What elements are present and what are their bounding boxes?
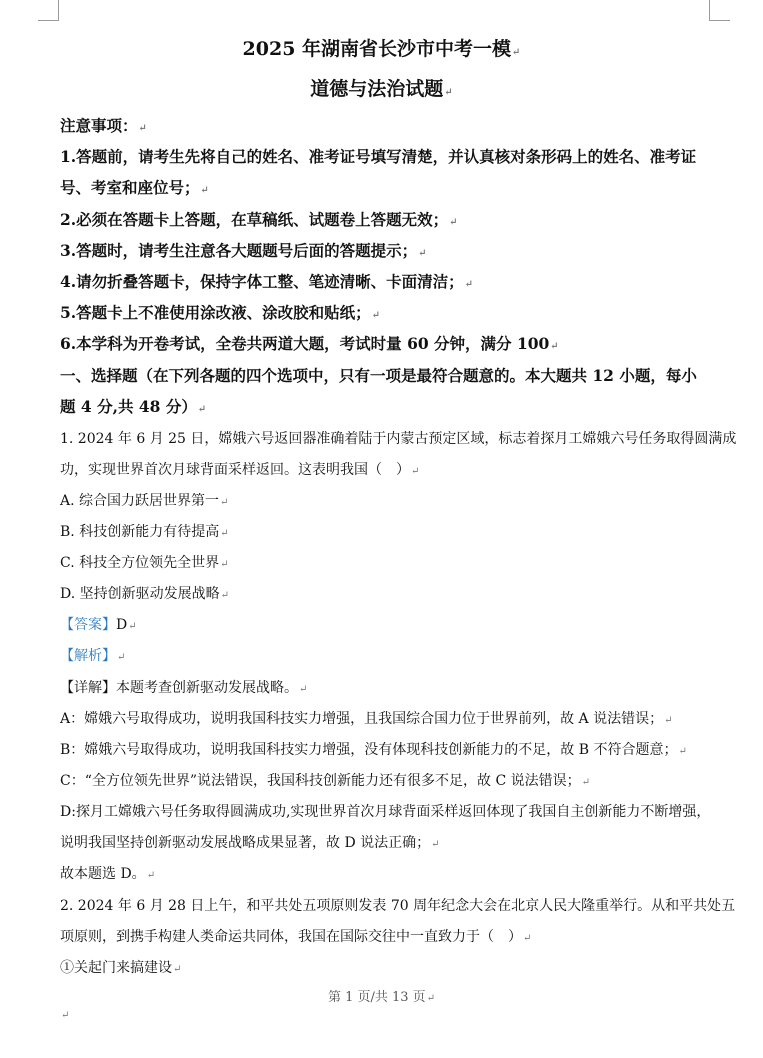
conclusion: 故本题选 D。↵ bbox=[60, 866, 156, 882]
crop-mark-top-left bbox=[38, 0, 59, 21]
explanation-a: A：嫦娥六号取得成功，说明我国科技实力增强，且我国综合国力位于世界前列，故 A 说法错误；↵ bbox=[60, 711, 673, 727]
page-footer: 第 1 页/共 13 页↵ bbox=[327, 990, 436, 1005]
analysis-tag: 【解析】↵ bbox=[60, 648, 126, 664]
question-stem: 功，实现世界首次月球背面采样返回。这表明我国（ ）↵ bbox=[60, 462, 420, 478]
notice-item: 1.答题前，请考生先将自己的姓名、准考证号填写清楚，并认真核对条形码上的姓名、准考证 bbox=[60, 147, 697, 166]
explanation-d-cont: 说明我国坚持创新驱动发展战略成果显著，故 D 说法正确；↵ bbox=[60, 835, 440, 851]
paragraph-mark: ↵ bbox=[61, 1010, 70, 1021]
explanation-c: C：“全方位领先世界”说法错误，我国科技创新能力还有很多不足，故 C 说法错误；↵ bbox=[60, 773, 591, 789]
question-stem: 2. 2024 年 6 月 28 日上午，和平共处五项原则发表 70 周年纪念大会在北京人民大隆重举行。从和平共处五 bbox=[60, 898, 736, 914]
option-b: B. 科技创新能力有待提高↵ bbox=[60, 524, 229, 540]
question-stem: 项原则，到携手构建人类命运共同体，我国在国际交往中一直致力于（ ）↵ bbox=[60, 929, 532, 945]
section-heading: 题 4 分,共 48 分）↵ bbox=[60, 397, 207, 416]
notice-item: 号、考室和座位号；↵ bbox=[60, 178, 209, 197]
answer-line: 【答案】D↵ bbox=[60, 617, 137, 633]
answer-tag: 【答案】 bbox=[60, 617, 116, 633]
answer-value: D bbox=[116, 617, 128, 633]
notice-item: 2.必须在答题卡上答题，在草稿纸、试题卷上答题无效；↵ bbox=[60, 210, 458, 229]
explanation-b: B：嫦娥六号取得成功，说明我国科技实力增强，没有体现科技创新能力的不足，故 B 不符合题意；↵ bbox=[60, 742, 687, 758]
option-c: C. 科技全方位领先全世界↵ bbox=[60, 555, 229, 571]
notice-item: 5.答题卡上不准使用涂改液、涂改胶和贴纸；↵ bbox=[60, 303, 381, 322]
crop-mark-top-right bbox=[709, 0, 730, 21]
question-stem: 1. 2024 年 6 月 25 日，嫦娥六号返回器准确着陆于内蒙古预定区域，标志着探月工嫦娥六号任务取得圆满成 bbox=[60, 431, 737, 447]
document-subtitle: 道德与法治试题↵ bbox=[310, 78, 453, 100]
notice-heading: 注意事项：↵ bbox=[60, 116, 147, 135]
notice-item: 3.答题时，请考生注意各大题题号后面的答题提示；↵ bbox=[60, 241, 427, 260]
option-1: ①关起门来搞建设↵ bbox=[60, 960, 182, 976]
section-heading: 一、选择题（在下列各题的四个选项中，只有一项是最符合题意的。本大题共 12 小题，每小 bbox=[60, 366, 697, 385]
option-a: A. 综合国力跃居世界第一↵ bbox=[60, 493, 229, 509]
document-title: 2025 年湖南省长沙市中考一模↵ bbox=[242, 38, 521, 60]
option-d: D. 坚持创新驱动发展战略↵ bbox=[60, 586, 230, 602]
detail-line: 【详解】本题考查创新驱动发展战略。↵ bbox=[60, 680, 308, 696]
notice-item: 4.请勿折叠答题卡，保持字体工整、笔迹清晰、卡面清洁；↵ bbox=[60, 272, 474, 291]
explanation-d: D:探月工嫦娥六号任务取得圆满成功,实现世界首次月球背面采样返回体现了我国自主创新能力不断增强， bbox=[60, 804, 711, 820]
notice-item: 6.本学科为开卷考试，全卷共两道大题，考试时量 60 分钟，满分 100↵ bbox=[60, 334, 559, 353]
